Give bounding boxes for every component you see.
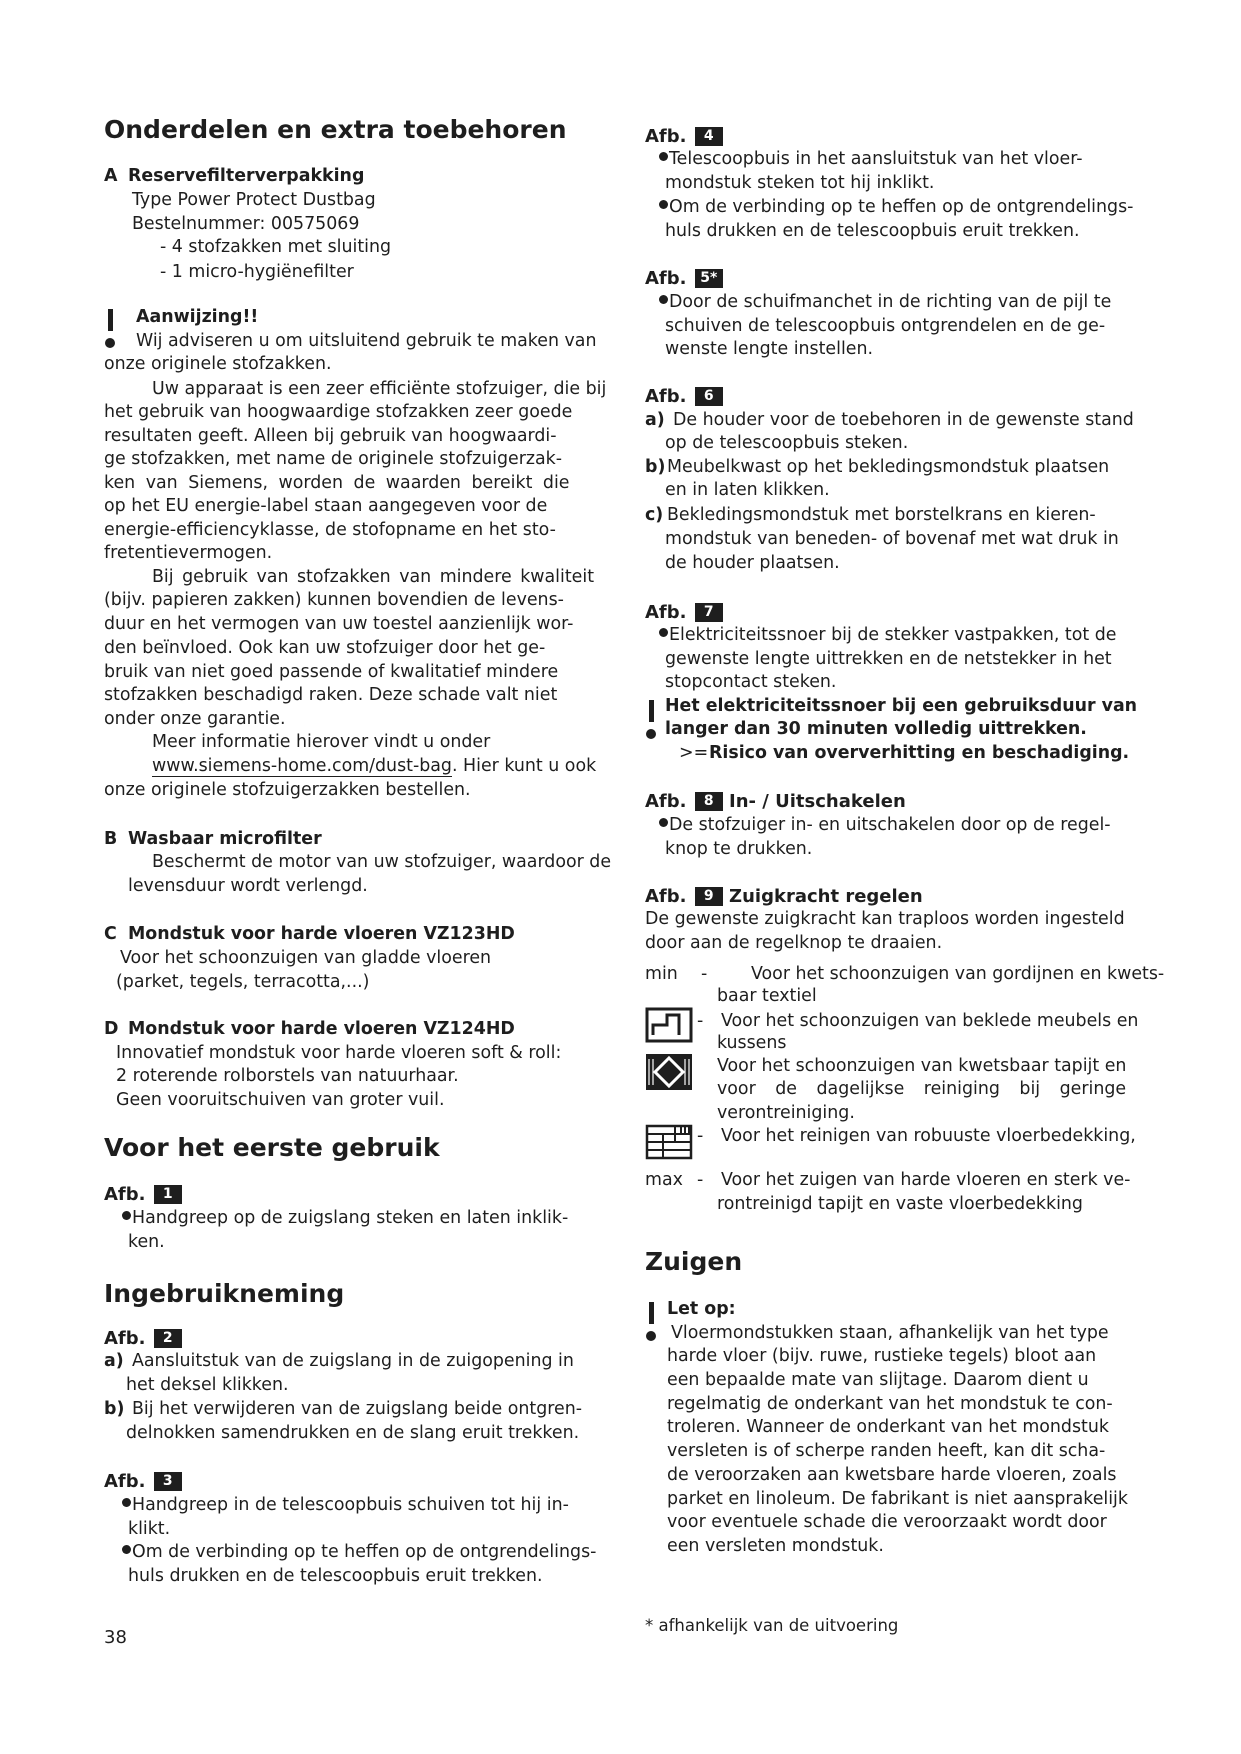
text-line: Beschermt de motor van uw stofzuiger, waardoor de bbox=[152, 852, 612, 872]
list-marker: c) bbox=[645, 505, 664, 525]
text-line: resultaten geeft. Alleen bij gebruik van hoogwaardi- bbox=[104, 426, 557, 446]
bullet-icon bbox=[659, 628, 668, 637]
text-line: Om de verbinding op te heffen op de ontgrendelings- bbox=[132, 1542, 597, 1562]
text-line: en in laten klikken. bbox=[665, 480, 830, 500]
rug-setting-icon bbox=[645, 1124, 693, 1160]
siemens-link[interactable]: www.siemens-home.com/dust-bag bbox=[152, 756, 452, 776]
text-line: Wij adviseren u om uitsluitend gebruik te maken van bbox=[136, 331, 597, 351]
list-marker: a) bbox=[104, 1351, 124, 1371]
text-line: huls drukken en de telescoopbuis eruit trekken. bbox=[128, 1566, 543, 1586]
afb9-title: Zuigkracht regelen bbox=[729, 886, 923, 907]
text-line: rontreinigd tapijt en vaste vloerbedekking bbox=[717, 1194, 1083, 1214]
figure-badge-6: 6 bbox=[695, 387, 723, 406]
text-line: De gewenste zuigkracht kan traploos worden ingesteld bbox=[645, 909, 1125, 929]
text-line: levensduur wordt verlengd. bbox=[128, 876, 368, 896]
footnote: * afhankelijk van de uitvoering bbox=[645, 1616, 899, 1635]
text-line: onze originele stofzuigerzakken bestellen. bbox=[104, 780, 471, 800]
bullet-icon bbox=[659, 818, 668, 827]
figure-badge-1: 1 bbox=[154, 1185, 182, 1204]
text-line: (bijv. papieren zakken) kunnen bovendien de levens- bbox=[104, 590, 564, 610]
text-line: den beïnvloed. Ook kan uw stofzuiger door het ge- bbox=[104, 638, 546, 658]
text-line: het deksel klikken. bbox=[126, 1375, 289, 1395]
text-line: Om de verbinding op te heffen op de ontgrendelings- bbox=[669, 197, 1134, 217]
text-line: Bij het verwijderen van de zuigslang beide ontgren- bbox=[132, 1399, 583, 1419]
text-line: gewenste lengte uittrekken en de netstekker in het bbox=[665, 649, 1112, 669]
text-line: ge stofzakken, met name de originele stofzuigerzak- bbox=[104, 449, 563, 469]
text-line: door aan de regelknop te draaien. bbox=[645, 933, 943, 953]
text-line: Bestelnummer: 00575069 bbox=[132, 214, 360, 234]
text-line: De houder voor de toebehoren in de gewenste stand bbox=[673, 410, 1134, 430]
text-line: voor eventuele schade die veroorzaakt wordt door bbox=[667, 1512, 1107, 1532]
bullet-icon bbox=[659, 152, 668, 161]
bullet-icon bbox=[659, 200, 668, 209]
text-line: Voor het zuigen van harde vloeren en sterk ve- bbox=[721, 1170, 1131, 1190]
text-line: een bepaalde mate van slijtage. Daarom dient u bbox=[667, 1370, 1089, 1390]
bullet-icon bbox=[122, 1545, 131, 1554]
text-line: versleten is of scherpe randen heeft, kan dit scha- bbox=[667, 1441, 1106, 1461]
warning-text: Risico van oververhitting en beschadiging. bbox=[709, 743, 1130, 763]
afb-label: Afb. bbox=[645, 791, 687, 812]
afb-label: Afb. bbox=[104, 1328, 146, 1349]
text-line: - 4 stofzakken met sluiting bbox=[160, 237, 392, 257]
warning-text: Het elektriciteitssnoer bij een gebruiksduur van bbox=[665, 696, 1138, 716]
text-line: baar textiel bbox=[717, 986, 817, 1006]
text-line: de houder plaatsen. bbox=[665, 553, 840, 573]
afb-label: Afb. bbox=[104, 1471, 146, 1492]
figure-badge-4: 4 bbox=[695, 127, 723, 146]
item-d-letter: D bbox=[104, 1019, 119, 1039]
text-line: fretentievermogen. bbox=[104, 543, 273, 563]
text-line: onze originele stofzakken. bbox=[104, 354, 332, 374]
text-line: het gebruik van hoogwaardige stofzakken zeer goede bbox=[104, 402, 573, 422]
text-line: stopcontact steken. bbox=[665, 672, 837, 692]
figure-badge-7: 7 bbox=[695, 603, 723, 622]
section-title-zuigen: Zuigen bbox=[645, 1247, 743, 1276]
text-line: parket en linoleum. De fabrikant is niet aansprakelijk bbox=[667, 1489, 1128, 1509]
list-marker: a) bbox=[645, 410, 665, 430]
item-a-title: Reservefilterverpakking bbox=[128, 166, 365, 186]
text-line: Bij gebruik van stofzakken van mindere kwaliteit bbox=[152, 567, 595, 587]
text-line: Voor het schoonzuigen van kwetsbaar tapijt en bbox=[717, 1056, 1127, 1076]
afb-label: Afb. bbox=[645, 886, 687, 907]
section-title-first-use: Voor het eerste gebruik bbox=[104, 1133, 440, 1162]
text-line: de veroorzaken aan kwetsbare harde vloeren, zoals bbox=[667, 1465, 1117, 1485]
text-line: energie-efficiencyklasse, de stofopname en het sto- bbox=[104, 520, 556, 540]
text-line: Elektriciteitssnoer bij de stekker vastpakken, tot de bbox=[669, 625, 1117, 645]
text-line: Meer informatie hierover vindt u onder bbox=[152, 732, 491, 752]
carpet-setting-icon bbox=[645, 1053, 693, 1091]
text-line: Aansluitstuk van de zuigslang in de zuigopening in bbox=[132, 1351, 574, 1371]
item-d-title: Mondstuk voor harde vloeren VZ124HD bbox=[128, 1019, 515, 1039]
text-line: ken van Siemens, worden de waarden bereikt die bbox=[104, 473, 570, 493]
text-line: Vloermondstukken staan, afhankelijk van het type bbox=[671, 1323, 1109, 1343]
text-line: op de telescoopbuis steken. bbox=[665, 433, 909, 453]
text-line: Meubelkwast op het bekledingsmondstuk plaatsen bbox=[667, 457, 1110, 477]
text-line: klikt. bbox=[128, 1519, 171, 1539]
text-line: een versleten mondstuk. bbox=[667, 1536, 884, 1556]
text-line: harde vloer (bijv. ruwe, rustieke tegels) bloot aan bbox=[667, 1346, 1097, 1366]
list-marker: b) bbox=[645, 457, 666, 477]
min-label: min bbox=[645, 964, 678, 984]
item-a-letter: A bbox=[104, 166, 118, 186]
figure-badge-8: 8 bbox=[695, 792, 723, 811]
figure-badge-5: 5* bbox=[695, 269, 723, 288]
text-line: stofzakken beschadigd raken. Deze schade valt niet bbox=[104, 685, 558, 705]
text-line: voor de dagelijkse reiniging bij geringe bbox=[717, 1079, 1127, 1099]
afb-label: Afb. bbox=[645, 602, 687, 623]
max-label: max bbox=[645, 1170, 683, 1190]
text-line: Handgreep op de zuigslang steken en laten inklik- bbox=[132, 1208, 569, 1228]
warning-text: langer dan 30 minuten volledig uittrekken. bbox=[665, 719, 1087, 739]
text-line: op het EU energie-label staan aangegeven voor de bbox=[104, 496, 548, 516]
text-line: Voor het schoonzuigen van gordijnen en kwets- bbox=[751, 964, 1165, 984]
text-line: Type Power Protect Dustbag bbox=[132, 190, 376, 210]
dash: - bbox=[701, 964, 708, 984]
dash: - bbox=[697, 1126, 704, 1146]
bullet-icon bbox=[659, 295, 668, 304]
bullet-icon bbox=[122, 1211, 131, 1220]
text-line: bruik van niet goed passende of kwalitatief mindere bbox=[104, 662, 559, 682]
text-line: . Hier kunt u ook bbox=[451, 756, 597, 776]
text-line: mondstuk steken tot hij inklikt. bbox=[665, 173, 935, 193]
text-line: verontreiniging. bbox=[717, 1103, 855, 1123]
figure-badge-9: 9 bbox=[695, 887, 723, 906]
text-line: De stofzuiger in- en uitschakelen door op de regel- bbox=[669, 815, 1111, 835]
text-line: regelmatig de onderkant van het mondstuk te con- bbox=[667, 1394, 1113, 1414]
text-line: Geen vooruitschuiven van groter vuil. bbox=[116, 1090, 445, 1110]
text-line: huls drukken en de telescoopbuis eruit trekken. bbox=[665, 221, 1080, 241]
text-line: kussens bbox=[717, 1033, 787, 1053]
note-title: Let op: bbox=[667, 1299, 736, 1319]
text-line: Voor het reinigen van robuuste vloerbedekking, bbox=[721, 1126, 1136, 1146]
text-line: wenste lengte instellen. bbox=[665, 339, 874, 359]
section-title-parts: Onderdelen en extra toebehoren bbox=[104, 115, 567, 144]
dash: - bbox=[697, 1170, 704, 1190]
item-b-letter: B bbox=[104, 829, 118, 849]
bullet-icon bbox=[122, 1498, 131, 1507]
item-c-title: Mondstuk voor harde vloeren VZ123HD bbox=[128, 924, 515, 944]
list-marker: b) bbox=[104, 1399, 125, 1419]
page-number: 38 bbox=[104, 1627, 127, 1648]
arrow-symbol: >= bbox=[679, 743, 709, 763]
text-line: ken. bbox=[128, 1232, 165, 1252]
afb-label: Afb. bbox=[104, 1184, 146, 1205]
text-line: Innovatief mondstuk voor harde vloeren soft & roll: bbox=[116, 1043, 562, 1063]
afb8-title: In- / Uitschakelen bbox=[729, 791, 906, 812]
upholstery-setting-icon bbox=[645, 1007, 693, 1043]
text-line: delnokken samendrukken en de slang eruit trekken. bbox=[126, 1423, 580, 1443]
figure-badge-2: 2 bbox=[154, 1329, 182, 1348]
text-line: schuiven de telescoopbuis ontgrendelen en de ge- bbox=[665, 316, 1106, 336]
text-line: Handgreep in de telescoopbuis schuiven tot hij in- bbox=[132, 1495, 569, 1515]
text-line: duur en het vermogen van uw toestel aanzienlijk wor- bbox=[104, 614, 574, 634]
text-line: Uw apparaat is een zeer efficiënte stofzuiger, die bij bbox=[152, 379, 607, 399]
text-line: Telescoopbuis in het aansluitstuk van het vloer- bbox=[669, 149, 1083, 169]
item-c-letter: C bbox=[104, 924, 117, 944]
text-line: onder onze garantie. bbox=[104, 709, 286, 729]
figure-badge-3: 3 bbox=[154, 1472, 182, 1491]
afb-label: Afb. bbox=[645, 386, 687, 407]
dash: - bbox=[697, 1011, 704, 1031]
text-line: troleren. Wanneer de onderkant van het mondstuk bbox=[667, 1417, 1109, 1437]
item-b-title: Wasbaar microfilter bbox=[128, 829, 322, 849]
afb-label: Afb. bbox=[645, 126, 687, 147]
section-title-ingebruikneming: Ingebruikneming bbox=[104, 1279, 345, 1308]
text-line: Bekledingsmondstuk met borstelkrans en kieren- bbox=[667, 505, 1096, 525]
text-line: mondstuk van beneden- of bovenaf met wat druk in bbox=[665, 529, 1119, 549]
text-line: - 1 micro-hygiënefilter bbox=[160, 262, 354, 282]
text-line: knop te drukken. bbox=[665, 839, 813, 859]
afb-label: Afb. bbox=[645, 268, 687, 289]
text-line: 2 roterende rolborstels van natuurhaar. bbox=[116, 1066, 459, 1086]
text-line: Voor het schoonzuigen van beklede meubels en bbox=[721, 1011, 1139, 1031]
text-line: (parket, tegels, terracotta,...) bbox=[116, 972, 370, 992]
note-title: Aanwijzing!! bbox=[136, 307, 259, 327]
text-line: Voor het schoonzuigen van gladde vloeren bbox=[120, 948, 492, 968]
text-line: Door de schuifmanchet in de richting van de pijl te bbox=[669, 292, 1112, 312]
